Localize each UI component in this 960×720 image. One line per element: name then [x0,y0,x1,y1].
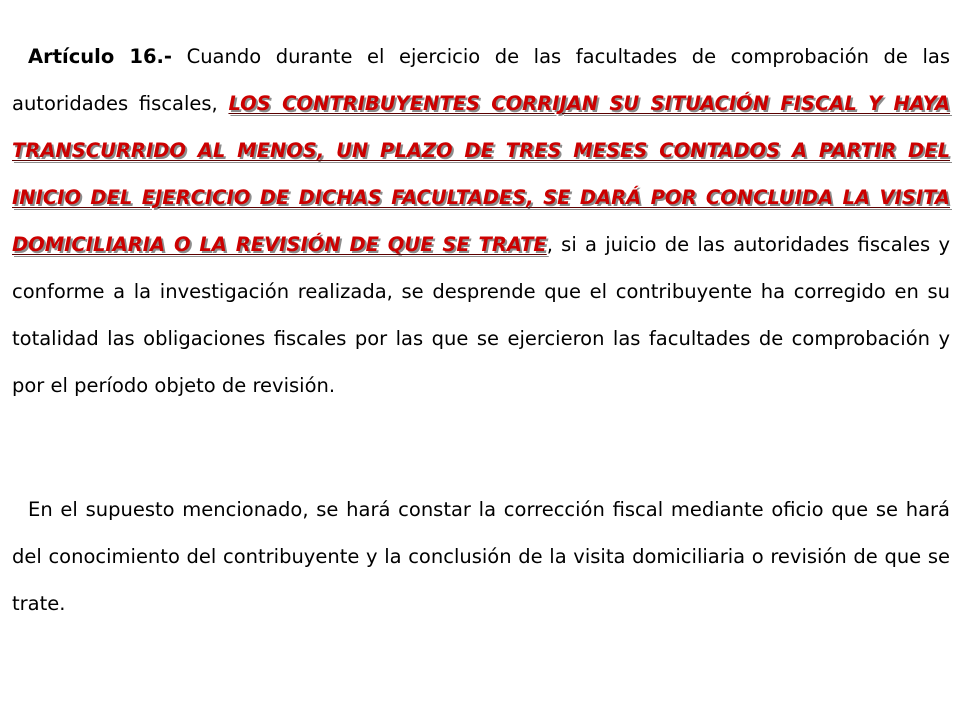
second-paragraph [12,486,950,627]
article-intro-text: Cuando durante el ejercicio de las facultades de comprobación de las autoridades fiscales, [12,45,950,115]
article-rest-text: , si a juicio de las autoridades fiscales y conforme a la investigación realizada, se desprende que el contribuyente ha corregido en su totalidad las obligaciones fiscales por las que se ejercieron las facultades de comprobación y por el período objeto de revisión. [12,233,951,397]
article-label: Artículo 16.- [28,45,173,68]
second-paragraph-text: En el supuesto mencionado, se hará constar la corrección fiscal mediante oficio que se hará del conocimiento del contribuyente y la conclusión de la visita domiciliaria o revisión de que se trate. [12,498,950,615]
article-16-paragraph [12,33,950,409]
article-emphasis-text: LOS CONTRIBUYENTES CORRIJAN SU SITUACIÓN FISCAL Y HAYA TRANSCURRIDO AL MENOS, UN PLAZO DE TRES MESES CONTADOS A PARTIR DEL INICIO DEL EJERCICIO DE DICHAS FACULTADES, SE DARÁ POR CONCLUIDA LA VISITA DOMICILIARIA O LA REVISIÓN DE QUE SE TRATE [12,92,950,256]
